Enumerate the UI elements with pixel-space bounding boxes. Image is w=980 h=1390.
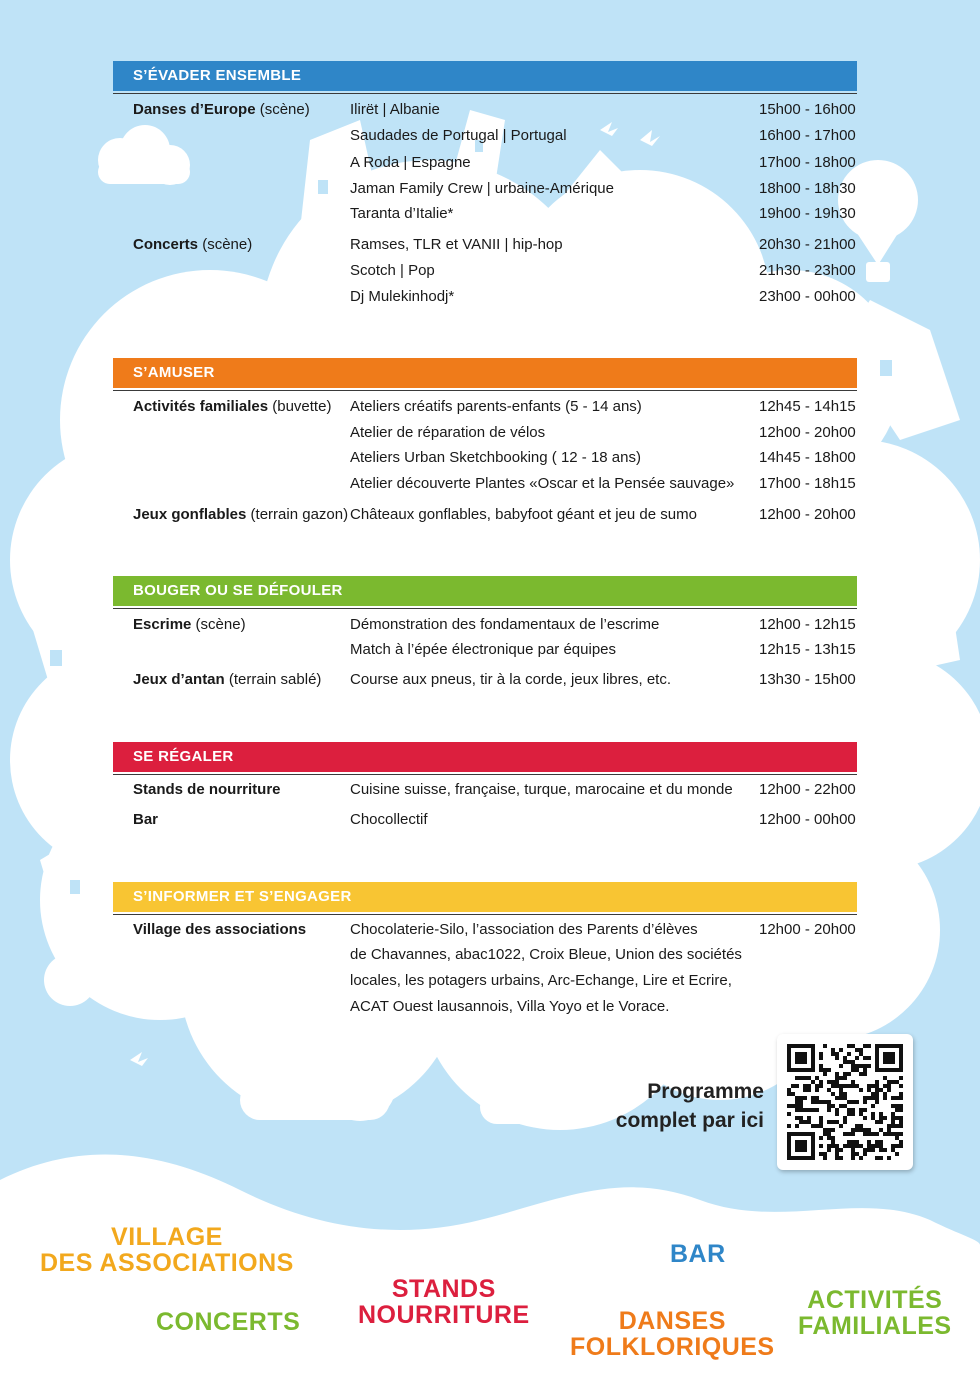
section-header-regaler: SE RÉGALER [113,742,857,772]
time-slot: 12h00 - 12h15 [759,616,856,633]
activity-item: Chocollectif [350,811,428,828]
section-header-evader: S’ÉVADER ENSEMBLE [113,61,857,91]
time-slot: 17h00 - 18h00 [759,154,856,171]
label-line: NOURRITURE [358,1301,530,1329]
activity-item: ACAT Ouest lausannois, Villa Yoyo et le Vorace. [350,998,670,1015]
activity-item: locales, les potagers urbains, Arc-Echange, Lire et Ecrire, [350,972,732,989]
qr-caption [616,1077,764,1135]
label-bar [670,1241,726,1267]
time-slot: 19h00 - 19h30 [759,205,856,222]
time-slot: 17h00 - 18h15 [759,475,856,492]
section-rule [113,390,857,391]
category-stands-nourriture: Stands de nourriture [133,781,281,798]
label-line: STANDS [391,1275,496,1303]
time-slot: 12h00 - 20h00 [759,921,856,938]
section-header-informer: S’INFORMER ET S’ENGAGER [113,882,857,912]
category-concerts: Concerts (scène) [133,236,253,253]
time-slot: 12h45 - 14h15 [759,398,856,415]
activity-item: Ilirët | Albanie [350,101,440,118]
label-line: DANSES [618,1307,726,1335]
time-slot: 12h00 - 20h00 [759,506,856,523]
category-jeux-gonflables: Jeux gonflables (terrain gazon) [133,506,349,523]
label-danses-folkloriques [570,1308,775,1360]
activity-item: Scotch | Pop [350,262,435,279]
activity-item: Cuisine suisse, française, turque, marocaine et du monde [350,781,733,798]
section-rule [113,914,857,915]
category-bar: Bar [133,811,159,828]
qr-code[interactable] [777,1034,913,1170]
label-activites-familiales [798,1287,952,1339]
activity-item: Match à l’épée électronique par équipes [350,641,617,658]
label-line: FAMILIALES [798,1312,952,1340]
label-line: DES ASSOCIATIONS [40,1249,294,1277]
activity-item: Châteaux gonflables, babyfoot géant et jeu de sumo [350,506,697,523]
section-rule [113,608,857,609]
activity-item: Ateliers créatifs parents-enfants (5 - 14 ans) [350,398,642,415]
time-slot: 14h45 - 18h00 [759,449,856,466]
time-slot: 12h00 - 00h00 [759,811,856,828]
activity-item: Atelier découverte Plantes «Oscar et la Pensée sauvage» [350,475,735,492]
category-danses: Danses d’Europe (scène) [133,101,310,118]
label-line: VILLAGE [111,1223,223,1251]
activity-item: Ateliers Urban Sketchbooking ( 12 - 18 ans) [350,449,641,466]
activity-item: Atelier de réparation de vélos [350,424,546,441]
time-slot: 13h30 - 15h00 [759,671,856,688]
qr-code-pattern [777,1034,913,1170]
time-slot: 12h00 - 22h00 [759,781,856,798]
category-village: Village des associations [133,921,307,938]
activity-item: Chocolaterie-Silo, l’association des Parents d’élèves [350,921,698,938]
time-slot: 21h30 - 23h00 [759,262,856,279]
activity-item: Taranta d’Italie* [350,205,454,222]
section-header-amuser: S’AMUSER [113,358,857,388]
time-slot: 15h00 - 16h00 [759,101,856,118]
section-header-bouger: BOUGER OU SE DÉFOULER [113,576,857,606]
label-village-associations [40,1224,294,1276]
category-jeux-antan: Jeux d’antan (terrain sablé) [133,671,322,688]
activity-item: de Chavannes, abac1022, Croix Bleue, Union des sociétés [350,946,742,963]
label-stands-nourriture [358,1276,530,1328]
time-slot: 20h30 - 21h00 [759,236,856,253]
time-slot: 18h00 - 18h30 [759,180,856,197]
activity-item: Dj Mulekinhodj* [350,288,455,305]
activity-item: Démonstration des fondamentaux de l’escrime [350,616,660,633]
section-rule [113,774,857,775]
activity-item: Jaman Family Crew | urbaine-Amérique [350,180,614,197]
category-activites-familiales: Activités familiales (buvette) [133,398,332,415]
category-escrime: Escrime (scène) [133,616,246,633]
time-slot: 12h15 - 13h15 [759,641,856,658]
section-rule [113,93,857,94]
label-line: CONCERTS [156,1308,301,1336]
time-slot: 12h00 - 20h00 [759,424,856,441]
qr-caption-line: Programme [647,1080,764,1103]
time-slot: 23h00 - 00h00 [759,288,856,305]
activity-item: A Roda | Espagne [350,154,471,171]
activity-item: Saudades de Portugal | Portugal [350,127,567,144]
activity-item: Ramses, TLR et VANII | hip-hop [350,236,563,253]
time-slot: 16h00 - 17h00 [759,127,856,144]
label-line: ACTIVITÉS [807,1286,943,1314]
activity-item: Course aux pneus, tir à la corde, jeux libres, etc. [350,671,671,688]
qr-caption-line: complet par ici [615,1109,764,1132]
label-line: BAR [670,1240,726,1268]
label-line: FOLKLORIQUES [570,1333,775,1361]
label-concerts [156,1309,300,1335]
